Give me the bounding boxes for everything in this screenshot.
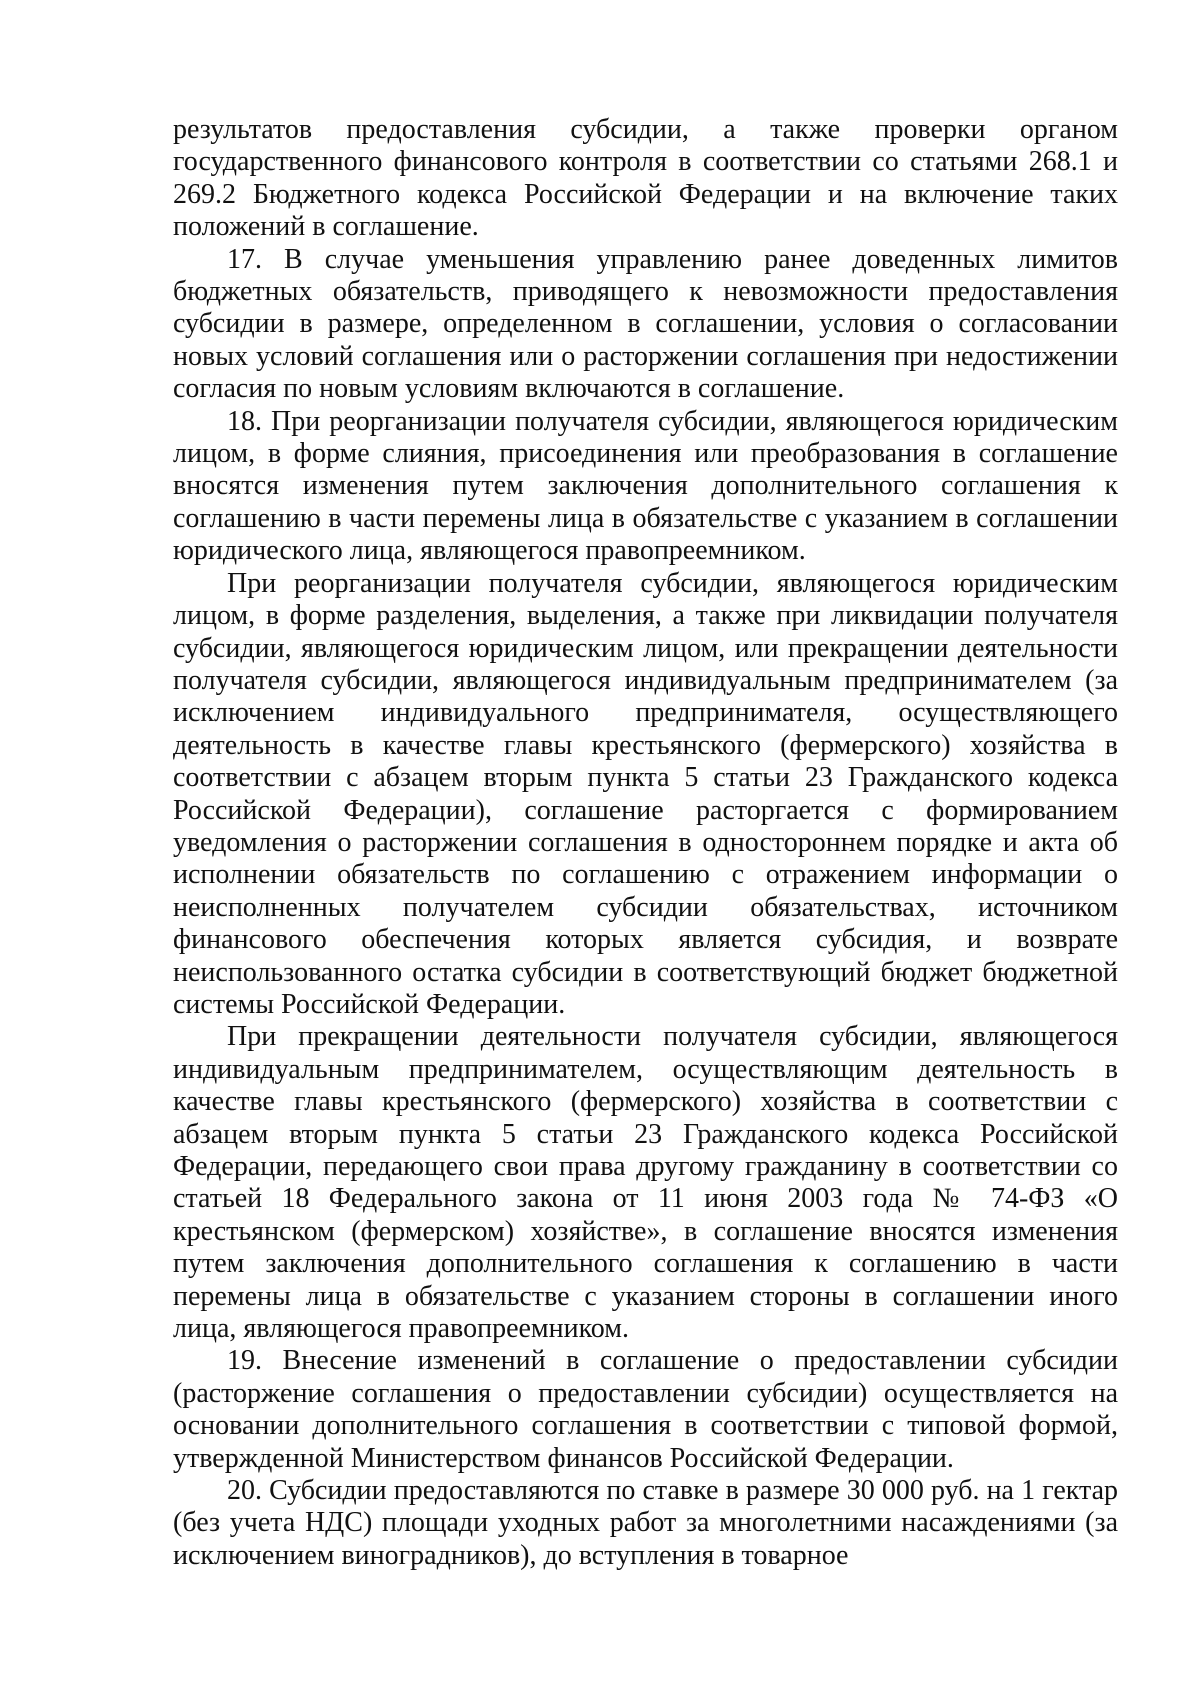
paragraph-continuation: результатов предоставления субсидии, а также проверки органом государственного финансового контроля в соответствии со статьями 268.1 и 269.2 Бюджетного кодекса Российской Федерации и на включение таких положений в соглашение.	[173, 114, 1118, 243]
paragraph-17: 17. В случае уменьшения управлению ранее доведенных лимитов бюджетных обязательств, приводящего к невозможности предоставления субсидии в размере, определенном в соглашении, условия о согласовании новых условий соглашения или о расторжении соглашения при недостижении согласия по новым условиям включаются в соглашение.	[173, 243, 1118, 405]
paragraph-18-termination: При прекращении деятельности получателя субсидии, являющегося индивидуальным предпринимателем, осуществляющим деятельность в качестве главы крестьянского (фермерского) хозяйства в соответствии с абзацем вторым пункта 5 статьи 23 Гражданского кодекса Российской Федерации, передающего свои права другому гражданину в соответствии со статьей 18 Федерального закона от 11 июня 2003 года № 74-ФЗ «О крестьянском (фермерском) хозяйстве», в соглашение вносятся изменения путем заключения дополнительного соглашения к соглашению в части перемены лица в обязательстве с указанием стороны в соглашении иного лица, являющегося правопреемником.	[173, 1021, 1118, 1345]
paragraph-18-reorganization: При реорганизации получателя субсидии, являющегося юридическим лицом, в форме разделения, выделения, а также при ликвидации получателя субсидии, являющегося юридическим лицом, или прекращении деятельности получателя субсидии, являющегося индивидуальным предпринимателем (за исключением индивидуального предпринимателя, осуществляющего деятельность в качестве главы крестьянского (фермерского) хозяйства в соответствии с абзацем вторым пункта 5 статьи 23 Гражданского кодекса Российской Федерации), соглашение расторгается с формированием уведомления о расторжении соглашения в одностороннем порядке и акта об исполнении обязательств по соглашению с отражением информации о неисполненных получателем субсидии обязательствах, источником финансового обеспечения которых является субсидия, и возврате неиспользованного остатка субсидии в соответствующий бюджет бюджетной системы Российской Федерации.	[173, 567, 1118, 1020]
paragraph-20: 20. Субсидии предоставляются по ставке в размере 30 000 руб. на 1 гектар (без учета НДС) площади уходных работ за многолетними насаждениями (за исключением виноградников), до вступления в товарное	[173, 1475, 1118, 1571]
paragraph-18: 18. При реорганизации получателя субсидии, являющегося юридическим лицом, в форме слияния, присоединения или преобразования в соглашение вносятся изменения путем заключения дополнительного соглашения к соглашению в части перемены лица в обязательстве с указанием в соглашении юридического лица, являющегося правопреемником.	[173, 405, 1118, 567]
document-body	[173, 114, 1118, 1572]
paragraph-19: 19. Внесение изменений в соглашение о предоставлении субсидии (расторжение соглашения о предоставлении субсидии) осуществляется на основании дополнительного соглашения в соответствии с типовой формой, утвержденной Министерством финансов Российской Федерации.	[173, 1345, 1118, 1474]
